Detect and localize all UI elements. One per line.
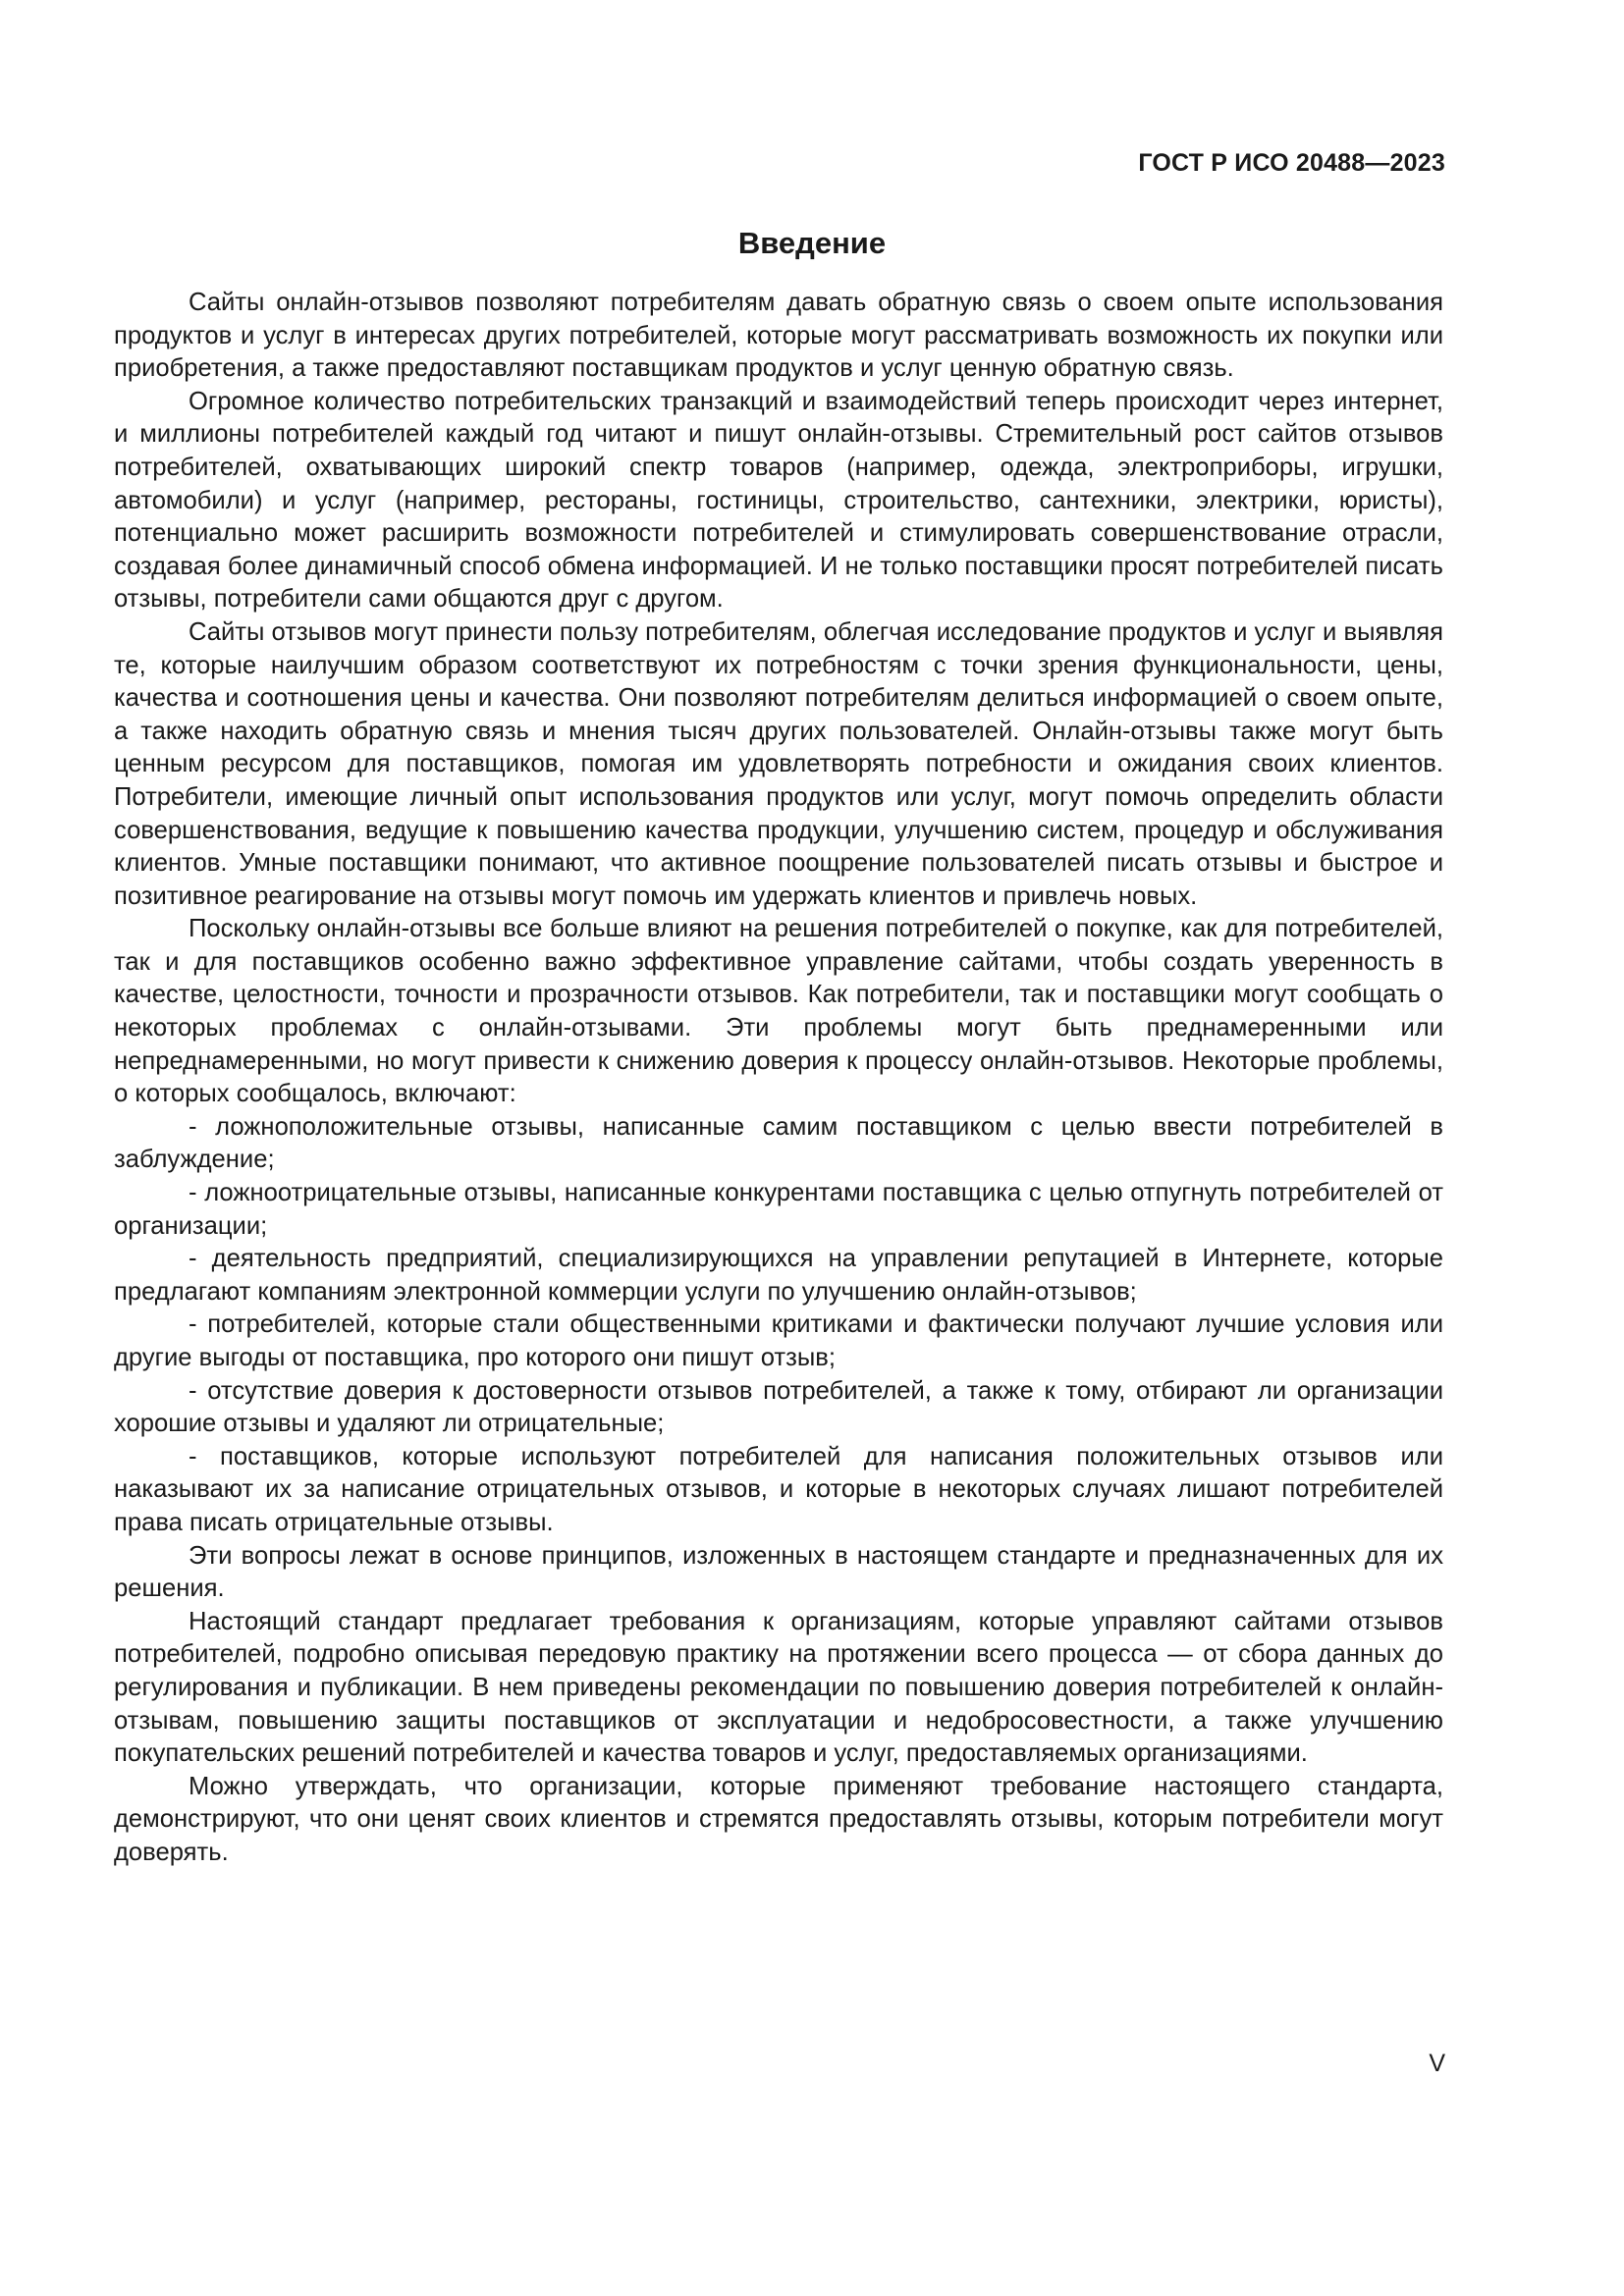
section-title: Введение xyxy=(737,226,887,260)
list-item: - деятельность предприятий, специализирующихся на управлении репутацией в Интернете, которые предлагают компаниям электронной коммерции услуги по улучшению онлайн-отзывов; xyxy=(114,1245,1443,1306)
paragraph: Сайты отзывов могут принести пользу потребителям, облегчая исследование продуктов и услуг и выявляя те, которые наилучшим образом соответствуют их потребностям с точки зрения функциональности, цены, качества и соотношения цены и качества. Они позволяют потребителям делиться информацией о своем опыте, а также находить обратную связь и мнения тысяч других пользователей. Онлайн-отзывы также могут быть ценным ресурсом для поставщиков, помогая им удовлетворять потребности и ожидания своих клиентов. Потребители, имеющие личный опыт использования продуктов или услуг, могут помочь определить области совершенствования, ведущие к повышению качества продукции, улучшению систем, процедур и обслуживания клиентов. Умные поставщики понимают, что активное поощрение пользователей писать отзывы и быстрое и позитивное реагирование на отзывы могут помочь им удержать клиентов и привлечь новых. xyxy=(114,617,1443,910)
document-body xyxy=(114,287,1443,1870)
paragraph: Поскольку онлайн-отзывы все больше влияют на решения потребителей о покупке, как для потребителей, так и для поставщиков особенно важно эффективное управление сайтами, чтобы создать уверенность в качестве, целостности, точности и прозрачности отзывов. Как потребители, так и поставщики могут сообщать о некоторых проблемах с онлайн-отзывами. Эти проблемы могут быть преднамеренными или непреднамеренными, но могут привести к снижению доверия к процессу онлайн-отзывов. Некоторые проблемы, о которых сообщалось, включают: xyxy=(114,915,1443,1108)
list-item: - ложноотрицательные отзывы, написанные конкурентами поставщика с целью отпугнуть потребителей от организации; xyxy=(114,1179,1443,1240)
document-code-header: ГОСТ Р ИСО 20488—2023 xyxy=(1138,149,1445,177)
list-item: - ложноположительные отзывы, написанные самим поставщиком с целью ввести потребителей в заблуждение; xyxy=(114,1112,1443,1174)
paragraph: Огромное количество потребительских транзакций и взаимодействий теперь происходит через интернет, и миллионы потребителей каждый год читают и пишут онлайн-отзывы. Стремительный рост сайтов отзывов потребителей, охватывающих широкий спектр товаров (например, одежда, электроприборы, игрушки, автомобили) и услуг (например, рестораны, гостиницы, строительство, сантехники, электрики, юристы), потенциально может расширить возможности потребителей и стимулировать совершенствование отрасли, создавая более динамичный способ обмена информацией. И не только поставщики просят потребителей писать отзывы, потребители сами общаются друг с другом. xyxy=(114,387,1443,614)
list-item: - отсутствие доверия к достоверности отзывов потребителей, а также к тому, отбирают ли организации хорошие отзывы и удаляют ли отрицательные; xyxy=(114,1376,1443,1438)
list-item: - потребителей, которые стали общественными критиками и фактически получают лучшие условия или другие выгоды от поставщика, про которого они пишут отзыв; xyxy=(114,1310,1443,1371)
page-number: V xyxy=(1429,2050,1445,2077)
list-item: - поставщиков, которые используют потребителей для написания положительных отзывов или наказывают их за написание отрицательных отзывов, и которые в некоторых случаях лишают потребителей права писать отрицательные отзывы. xyxy=(114,1442,1443,1536)
paragraph: Можно утверждать, что организации, которые применяют требование настоящего стандарта, демонстрируют, что они ценят своих клиентов и стремятся предоставлять отзывы, которым потребители могут доверять. xyxy=(114,1772,1443,1866)
paragraph: Настоящий стандарт предлагает требования к организациям, которые управляют сайтами отзывов потребителей, подробно описывая передовую практику на протяжении всего процесса — от сбора данных до регулирования и публикации. В нем приведены рекомендации по повышению доверия потребителей к онлайн-отзывам, повышению защиты поставщиков от эксплуатации и недобросовестности, а также улучшению покупательских решений потребителей и качества товаров и услуг, предоставляемых организациями. xyxy=(114,1607,1443,1768)
paragraph: Эти вопросы лежат в основе принципов, изложенных в настоящем стандарте и предназначенных для их решения. xyxy=(114,1541,1443,1603)
issues-list xyxy=(114,1111,1443,1540)
paragraph: Сайты онлайн-отзывов позволяют потребителям давать обратную связь о своем опыте использования продуктов и услуг в интересах других потребителей, которые могут рассматривать возможность их покупки или приобретения, а также предоставляют поставщикам продуктов и услуг ценную обратную связь. xyxy=(114,289,1443,383)
